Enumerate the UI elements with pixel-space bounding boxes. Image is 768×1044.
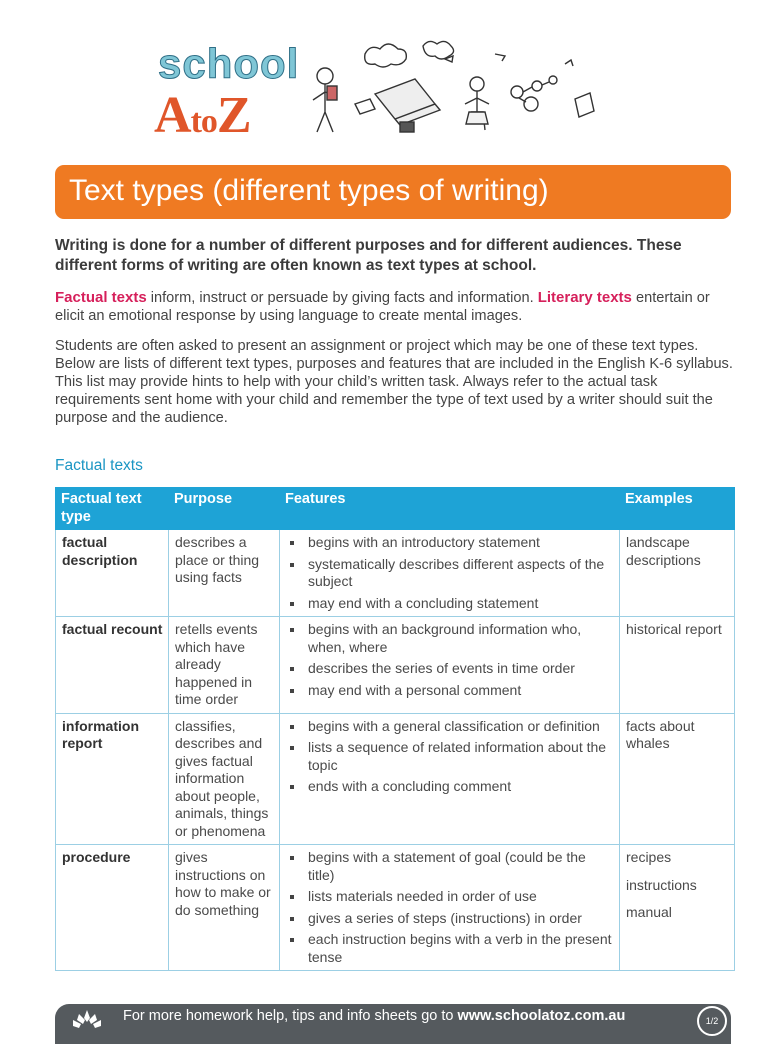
header-purpose: Purpose (169, 488, 280, 530)
literary-texts-label: Literary texts (537, 289, 632, 306)
table-row (56, 845, 735, 971)
feature-item: lists a sequence of related information about the topic (286, 739, 614, 774)
footer-bar (55, 1004, 731, 1044)
title-banner (55, 165, 731, 219)
feature-item: each instruction begins with a verb in the present tense (286, 931, 614, 966)
cell-text-type: information report (56, 713, 169, 845)
cell-features (280, 530, 620, 617)
features-list (286, 718, 614, 796)
factual-texts-label: Factual texts (55, 289, 147, 306)
factual-text-types-table (55, 487, 735, 971)
feature-item: gives a series of steps (instructions) in order (286, 910, 614, 928)
logo-atoz-text (154, 86, 251, 145)
cell-purpose: classifies, describes and gives factual information about people, animals, things or phenomena (169, 713, 280, 845)
cell-features (280, 845, 620, 971)
example-item: recipes (626, 849, 672, 865)
intro-paragraph: Writing is done for a number of different purposes and for different audiences. These different forms of writing are often known as text types at school. (55, 237, 682, 274)
cell-text-type: factual recount (56, 617, 169, 714)
example-item: historical report (626, 621, 722, 637)
features-list (286, 849, 614, 966)
header-examples: Examples (620, 488, 735, 530)
logo-to: to (190, 103, 217, 140)
cell-text-type: procedure (56, 845, 169, 971)
feature-item: lists materials needed in order of use (286, 888, 614, 906)
example-item: facts about whales (626, 717, 695, 751)
footer-message: For more homework help, tips and info sheets go to (123, 1008, 458, 1024)
features-list (286, 534, 614, 612)
feature-item: describes the series of events in time order (286, 660, 614, 678)
cell-examples (620, 845, 735, 971)
feature-item: systematically describes different aspects of the subject (286, 556, 614, 591)
page-number-badge: 1/2 (697, 1006, 727, 1036)
logo-a: A (154, 87, 191, 144)
logo-sketch-illustration (305, 34, 605, 139)
logo-school-text: school (158, 40, 300, 87)
features-list (286, 621, 614, 699)
logo-z: Z (216, 87, 251, 144)
feature-item: begins with a general classification or definition (286, 718, 614, 736)
feature-item: may end with a personal comment (286, 682, 614, 700)
literary-texts-description: entertain or elicit an emotional response by using language to create mental images. (55, 290, 710, 324)
table-header-row (56, 488, 735, 530)
example-item: landscape descriptions (626, 534, 701, 568)
example-item: instructions (626, 876, 697, 893)
cell-features (280, 617, 620, 714)
assignment-guidance-paragraph: Students are often asked to present an assignment or project which may be one of these text types. Below are lists of different text types, purposes and features that are included in the English K-6 syllabus. This list may provide hints to help with your child’s written task. Always refer to the actual task requirements sent home with your child and remember the type of text used by a writer should suit the purpose and the audience. (55, 338, 733, 426)
section-heading-factual-texts: Factual texts (55, 457, 143, 474)
feature-item: ends with a concluding comment (286, 778, 614, 796)
text-types-definition (55, 289, 735, 325)
table-row (56, 617, 735, 714)
cell-purpose: retells events which have already happened in time order (169, 617, 280, 714)
cell-examples (620, 713, 735, 845)
footer-website-link[interactable]: www.schoolatoz.com.au (457, 1008, 626, 1024)
waratah-logo-icon (69, 1008, 105, 1032)
feature-item: begins with an background information who, when, where (286, 621, 614, 656)
table-row (56, 713, 735, 845)
feature-item: may end with a concluding statement (286, 595, 614, 613)
header-type: Factual text type (56, 488, 169, 530)
example-item: manual (626, 904, 672, 920)
footer-text (123, 1008, 625, 1024)
cell-features (280, 713, 620, 845)
cell-purpose: describes a place or thing using facts (169, 530, 280, 617)
factual-texts-description: inform, instruct or persuade by giving facts and information. (146, 290, 538, 306)
cell-examples (620, 617, 735, 714)
feature-item: begins with an introductory statement (286, 534, 614, 552)
school-a-to-z-logo (150, 34, 620, 144)
page-title: Text types (different types of writing) (69, 174, 549, 207)
cell-purpose: gives instructions on how to make or do something (169, 845, 280, 971)
feature-item: begins with a statement of goal (could be the title) (286, 849, 614, 884)
header-features: Features (280, 488, 620, 530)
table-row (56, 530, 735, 617)
cell-text-type: factual description (56, 530, 169, 617)
cell-examples (620, 530, 735, 617)
